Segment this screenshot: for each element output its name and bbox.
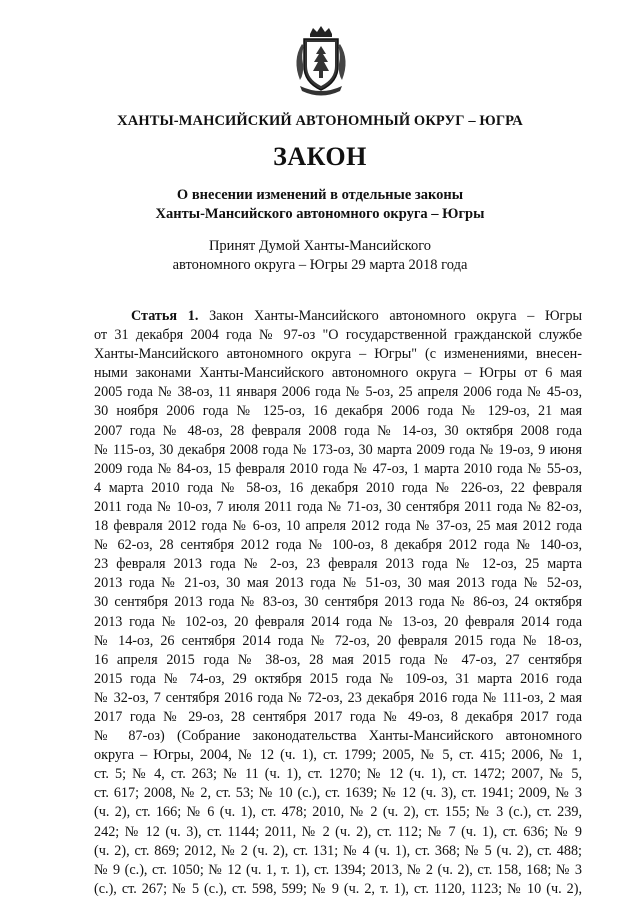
article-line: Ханты-Мансийского автономного округа – Югры" (с изменениями, внесен- (94, 346, 582, 363)
article-line: № 9 (с.), ст. 1050; № 12 (ч. 1, т. 1), ст. 1394; 2013, № 2 (ч. 2), ст. 158, 168; № 3 (94, 861, 582, 878)
article-line: от 31 декабря 2004 года № 97-оз "О государственной гражданской службе (94, 327, 582, 344)
article-line: № 115-оз, 30 декабря 2008 года № 173-оз, 30 марта 2009 года № 19-оз, 9 июня (94, 441, 582, 458)
coat-of-arms-icon (286, 24, 356, 96)
article-line: 2009 года № 84-оз, 15 февраля 2010 года № 47-оз, 1 марта 2010 года № 55-оз, (94, 460, 582, 477)
article-line: 2013 года № 102-оз, 20 февраля 2014 года № 13-оз, 20 февраля 2014 года (94, 613, 582, 630)
article-line: 2005 года № 38-оз, 11 января 2006 года № 5-оз, 25 апреля 2006 года № 45-оз, (94, 384, 582, 401)
article-line: 242; № 12 (ч. 3), ст. 1144; 2011, № 2 (ч. 2), ст. 112; № 7 (ч. 1), ст. 636; № 9 (94, 823, 582, 840)
region-title: ХАНТЫ-МАНСИЙСКИЙ АВТОНОМНЫЙ ОКРУГ – ЮГРА (117, 113, 523, 129)
article-1-body (94, 307, 582, 899)
article-line: 23 февраля 2013 года № 2-оз, 23 февраля 2013 года № 12-оз, 25 марта (94, 556, 582, 573)
article-line: № 87-оз) (Собрание законодательства Ханты-Мансийского автономного (94, 728, 582, 745)
article-line: № 32-оз, 7 сентября 2016 года № 72-оз, 23 декабря 2016 года № 111-оз, 2 мая (94, 689, 582, 706)
adoption-note (0, 237, 640, 275)
law-subject-line: О внесении изменений в отдельные законы (176, 187, 464, 203)
article-line: 16 апреля 2015 года № 38-оз, 28 мая 2015 года № 47-оз, 27 сентября (94, 651, 582, 668)
article-line: (с.), ст. 267; № 5 (с.), ст. 598, 599; № 9 (ч. 2, т. 1), ст. 1120, 1123; № 10 (ч. 2), (94, 880, 582, 897)
article-line: 2007 года № 48-оз, 28 февраля 2008 года № 14-оз, 30 октября 2008 года (94, 422, 582, 439)
article-line: округа – Югры, 2004, № 12 (ч. 1), ст. 1799; 2005, № 5, ст. 415; 2006, № 1, (94, 747, 582, 764)
article-line-text: Закон Ханты-Мансийского автономного округа – Югры (198, 308, 582, 324)
article-line: ст. 617; 2008, № 2, ст. 53; № 10 (с.), ст. 1639; № 12 (ч. 3), ст. 1941; 2009, № 3 (94, 785, 582, 802)
article-line: 2017 года № 29-оз, 28 сентября 2017 года № 49-оз, 8 декабря 2017 года (94, 708, 582, 725)
article-line: № 14-оз, 26 сентября 2014 года № 72-оз, 20 февраля 2015 года № 18-оз, (94, 632, 582, 649)
article-line: (ч. 2), ст. 869; 2012, № 2 (ч. 2), ст. 131; № 4 (ч. 1), ст. 368; № 5 (ч. 2), ст. 488; (94, 842, 582, 859)
article-line: № 62-оз, 28 сентября 2012 года № 100-оз, 8 декабря 2012 года № 140-оз, (94, 537, 582, 554)
law-subject (0, 186, 640, 224)
adoption-note-line: автономного округа – Югры 29 марта 2018 года (172, 257, 468, 273)
article-line: 2013 года № 21-оз, 30 мая 2013 года № 51-оз, 30 мая 2013 года № 52-оз, (94, 575, 582, 592)
article-line: ными законами Ханты-Мансийского автономного округа – Югры от 6 мая (94, 365, 582, 382)
article-line (94, 307, 582, 326)
article-line: 30 сентября 2013 года № 83-оз, 30 сентября 2013 года № 86-оз, 24 октября (94, 594, 582, 611)
adoption-note-line: Принят Думой Ханты-Мансийского (208, 238, 432, 254)
article-line: ст. 5; № 4, ст. 263; № 11 (ч. 1), ст. 1270; № 12 (ч. 1), ст. 1472; 2007, № 5, (94, 766, 582, 783)
article-line: 4 марта 2010 года № 58-оз, 16 декабря 2010 года № 226-оз, 22 февраля (94, 479, 582, 496)
article-line: 2011 года № 10-оз, 7 июля 2011 года № 71-оз, 30 сентября 2011 года № 82-оз, (94, 498, 582, 515)
law-subject-line: Ханты-Мансийского автономного округа – Югры (155, 206, 485, 222)
article-line: (ч. 2), ст. 166; № 6 (ч. 1), ст. 478; 2010, № 2 (ч. 2), ст. 155; № 3 (с.), ст. 239, (94, 804, 582, 821)
article-line: 18 февраля 2012 года № 6-оз, 10 апреля 2012 года № 37-оз, 25 мая 2012 года (94, 518, 582, 535)
article-line: 30 ноября 2006 года № 125-оз, 16 декабря 2006 года № 129-оз, 21 мая (94, 403, 582, 420)
article-line: 2015 года № 74-оз, 29 октября 2015 года № 109-оз, 31 марта 2016 года (94, 670, 582, 687)
document-type-title: ЗАКОН (273, 142, 367, 171)
article-label: Статья 1. (131, 308, 199, 324)
